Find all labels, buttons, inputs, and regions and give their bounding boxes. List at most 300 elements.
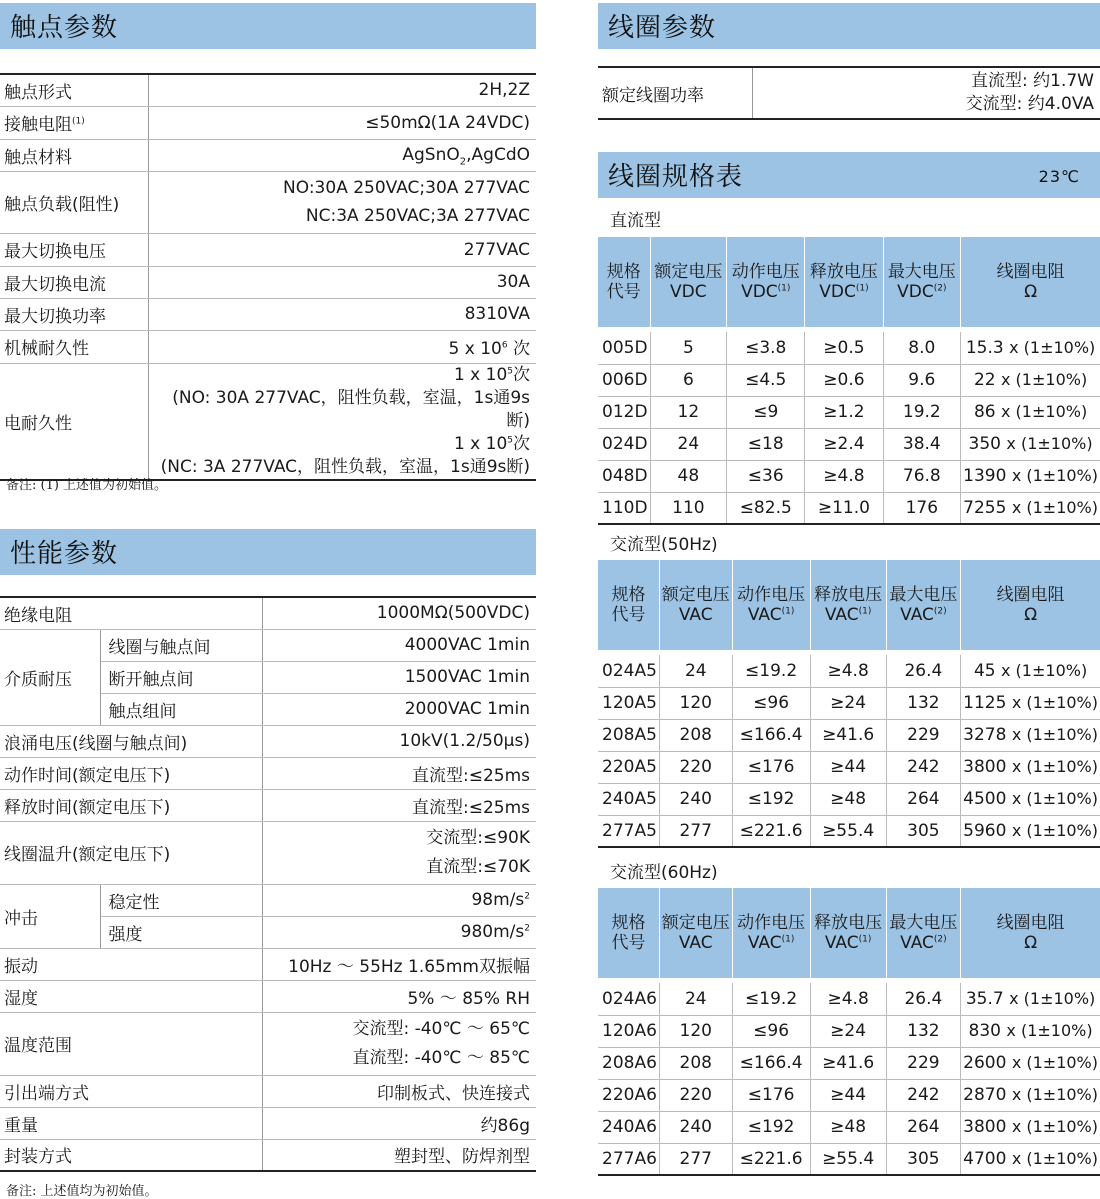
row-value: 1500VAC 1min: [262, 661, 536, 693]
resistance-value: 7255: [963, 497, 1007, 518]
resistance-tolerance: x (1±10%): [1006, 1021, 1093, 1040]
row-value: 8310VA: [148, 298, 536, 330]
header-unit: VDC: [741, 282, 778, 302]
resistance-value: 1390: [963, 466, 1007, 486]
header-operate: 动作电压: [737, 913, 806, 933]
coil-resistance: [961, 396, 1100, 428]
coil-spec-header: [598, 152, 1100, 198]
table-row: [0, 74, 536, 106]
header-operate: 动作电压: [731, 262, 800, 282]
table-row: [598, 1143, 1100, 1175]
header-resistance: 线圈电阻: [996, 262, 1065, 282]
resistance-value: 3800: [963, 757, 1007, 777]
resistance-tolerance: x (1±10%): [1011, 789, 1098, 808]
resistance-tolerance: x (1±10%): [1011, 466, 1098, 485]
operate-voltage: ≤221.6: [732, 1143, 810, 1175]
row-value: 10Hz ～ 55Hz 1.65mm双振幅: [262, 948, 536, 980]
header-code: 代号: [611, 605, 646, 625]
row-value: 直流型: -40℃ ～ 85℃: [352, 1047, 530, 1068]
coil-resistance: [961, 1143, 1100, 1175]
coil-code: 120A5: [598, 687, 659, 719]
resistance-value: 5960: [963, 820, 1007, 841]
operate-voltage: ≤192: [732, 783, 810, 815]
coil-code: 240A6: [598, 1111, 659, 1143]
row-sublabel: 稳定性: [100, 884, 262, 916]
row-value: 1 x 10: [453, 433, 508, 454]
operate-voltage: ≤176: [732, 751, 810, 783]
row-label: 额定线圈功率: [598, 67, 752, 119]
table-row: [598, 719, 1100, 751]
coil-resistance: [961, 492, 1100, 524]
resistance-value: 1125: [963, 693, 1007, 713]
table-row: [598, 460, 1100, 492]
row-value: 直流型: 约1.7W: [971, 71, 1094, 91]
superscript: 2: [524, 923, 530, 934]
header-max: 最大电压: [889, 913, 958, 933]
row-label: 封装方式: [0, 1139, 262, 1171]
table-row: [0, 725, 536, 757]
rated-voltage: 208: [659, 719, 732, 751]
release-voltage: ≥55.4: [810, 815, 886, 847]
max-voltage: 8.0: [883, 332, 961, 364]
contact-note: 备注: (1) 上述值为初始值。: [6, 478, 168, 493]
footnote-mark: (1): [858, 606, 872, 617]
footnote-mark: (1): [781, 606, 795, 617]
max-voltage: 132: [886, 1015, 960, 1047]
table-row: [598, 1015, 1100, 1047]
row-label: 电耐久性: [0, 363, 148, 480]
header-max: 最大电压: [887, 262, 956, 282]
operate-voltage: ≤36: [727, 460, 805, 492]
rated-voltage: 5: [650, 332, 727, 364]
resistance-tolerance: x (1±10%): [1009, 337, 1096, 357]
header-unit: Ω: [1024, 933, 1038, 953]
table-row: [0, 597, 536, 629]
ac50-subtitle: 交流型(50Hz): [610, 535, 718, 555]
max-voltage: 242: [886, 751, 960, 783]
release-voltage: ≥1.2: [805, 396, 883, 428]
footnote-mark: (2): [933, 283, 947, 294]
superscript: 5: [507, 365, 513, 376]
max-voltage: 229: [886, 1047, 960, 1079]
row-label: 最大切换电压: [0, 233, 148, 266]
resistance-tolerance: x (1±10%): [1009, 988, 1096, 1008]
dc-subtitle: 直流型: [610, 211, 661, 231]
table-row: [0, 789, 536, 821]
release-voltage: ≥4.8: [810, 655, 886, 687]
table-row: [598, 492, 1100, 524]
superscript: 6: [501, 340, 508, 351]
table-row: [598, 332, 1100, 364]
header-resistance: 线圈电阻: [996, 585, 1065, 605]
coil-code: 110D: [598, 492, 650, 524]
header-release: 释放电压: [809, 262, 878, 282]
footnote-mark: (1): [855, 283, 869, 294]
row-value: 约86g: [262, 1107, 536, 1139]
table-row: [0, 1139, 536, 1171]
coil-resistance: [961, 815, 1100, 847]
row-value: NO:30A 250VAC;30A 277VAC: [283, 178, 530, 198]
rated-voltage: 208: [659, 1047, 732, 1079]
release-voltage: ≥2.4: [805, 428, 883, 460]
coil-resistance: [961, 1015, 1100, 1047]
table-row: [0, 171, 536, 233]
superscript: 5: [507, 434, 513, 445]
release-voltage: ≥55.4: [810, 1143, 886, 1175]
table-row: [0, 298, 536, 330]
coil-resistance: [961, 719, 1100, 751]
row-value: ≤50mΩ(1A 24VDC): [148, 106, 536, 139]
table-row: [0, 757, 536, 789]
ac60-coil-table: [598, 888, 1100, 1176]
row-label: 温度范围: [0, 1012, 262, 1075]
release-voltage: ≥41.6: [810, 719, 886, 751]
max-voltage: 19.2: [883, 396, 961, 428]
operate-voltage: ≤96: [732, 687, 810, 719]
coil-code: 048D: [598, 460, 650, 492]
row-label: 重量: [0, 1107, 262, 1139]
header-unit: VAC: [678, 933, 713, 953]
operate-voltage: ≤192: [732, 1111, 810, 1143]
operate-voltage: ≤19.2: [732, 655, 810, 687]
table-row: [598, 1047, 1100, 1079]
row-label: 湿度: [0, 980, 262, 1012]
row-label: 机械耐久性: [0, 330, 148, 363]
coil-code: 220A5: [598, 751, 659, 783]
table-row: [598, 1079, 1100, 1111]
performance-params-table: [0, 596, 536, 1172]
header-unit: VDC: [670, 282, 707, 302]
release-voltage: ≥48: [810, 783, 886, 815]
row-label: 释放时间(额定电压下): [0, 789, 262, 821]
header-code: 规格: [611, 913, 646, 933]
rated-voltage: 120: [659, 687, 732, 719]
table-row: [0, 948, 536, 980]
table-row: [598, 687, 1100, 719]
row-value: 277VAC: [148, 233, 536, 266]
max-voltage: 229: [886, 719, 960, 751]
row-label: 最大切换电流: [0, 266, 148, 298]
subscript: 2: [459, 156, 467, 168]
row-value: 次: [513, 364, 530, 385]
row-value: 交流型: 约4.0VA: [965, 94, 1094, 114]
test-temperature: 23℃: [1038, 167, 1080, 186]
max-voltage: 242: [886, 1079, 960, 1111]
coil-resistance: [961, 655, 1100, 687]
footnote-mark: (1): [781, 934, 795, 945]
row-label: 线圈温升(额定电压下): [0, 821, 262, 884]
resistance-tolerance: x (1±10%): [1011, 725, 1098, 744]
coil-code: 006D: [598, 364, 650, 396]
coil-code: 277A6: [598, 1143, 659, 1175]
operate-voltage: ≤4.5: [727, 364, 805, 396]
release-voltage: ≥48: [810, 1111, 886, 1143]
coil-code: 208A6: [598, 1047, 659, 1079]
coil-resistance: [961, 428, 1100, 460]
rated-voltage: 12: [650, 396, 727, 428]
table-row: [0, 266, 536, 298]
release-voltage: ≥24: [810, 687, 886, 719]
resistance-value: 22: [973, 370, 996, 390]
release-voltage: ≥0.5: [805, 332, 883, 364]
row-label: 浪涌电压(线圈与触点间): [0, 725, 262, 757]
rated-voltage: 6: [650, 364, 727, 396]
header-unit: VDC: [897, 282, 934, 302]
rated-voltage: 240: [659, 1111, 732, 1143]
table-row: [598, 67, 1100, 119]
operate-voltage: ≤166.4: [732, 1047, 810, 1079]
header-code: 代号: [606, 282, 641, 302]
table-row: [0, 139, 536, 171]
row-value: 2H,2Z: [148, 74, 536, 106]
header-unit: VAC: [824, 605, 859, 625]
row-value: 98m/s: [471, 890, 525, 910]
max-voltage: 9.6: [883, 364, 961, 396]
row-value: (NC: 3A 277VAC，阻性负载，室温，1s通9s断): [160, 456, 530, 477]
max-voltage: 264: [886, 783, 960, 815]
max-voltage: 264: [886, 1111, 960, 1143]
row-sublabel: 线圈与触点间: [100, 629, 262, 661]
operate-voltage: ≤3.8: [727, 332, 805, 364]
release-voltage: ≥4.8: [810, 983, 886, 1015]
table-header-row: [598, 888, 1100, 978]
resistance-value: 86: [973, 402, 996, 422]
coil-resistance: [961, 1111, 1100, 1143]
row-value: 980m/s: [460, 922, 525, 942]
rated-voltage: 24: [650, 428, 727, 460]
resistance-value: 15.3: [965, 337, 1004, 358]
coil-code: 024A5: [598, 655, 659, 687]
operate-voltage: ≤19.2: [732, 983, 810, 1015]
operate-voltage: ≤221.6: [732, 815, 810, 847]
operate-voltage: ≤9: [727, 396, 805, 428]
row-label: 最大切换功率: [0, 298, 148, 330]
row-label: 冲击: [0, 884, 100, 948]
row-label: 接触电阻: [4, 115, 72, 135]
header-unit: VAC: [678, 605, 713, 625]
rated-voltage: 277: [659, 1143, 732, 1175]
ac60-subtitle: 交流型(60Hz): [610, 863, 718, 883]
header-rated: 额定电压: [661, 585, 730, 605]
table-row: [598, 783, 1100, 815]
resistance-tolerance: x (1±10%): [1011, 1053, 1098, 1072]
header-unit: VAC: [747, 933, 782, 953]
rated-voltage: 110: [650, 492, 727, 524]
table-row: [0, 106, 536, 139]
row-value: 交流型:≤90K: [426, 827, 530, 848]
resistance-value: 3278: [963, 725, 1007, 745]
row-label: 动作时间(额定电压下): [0, 757, 262, 789]
dc-coil-table: [598, 237, 1100, 525]
table-row: [598, 983, 1100, 1015]
resistance-value: 2870: [963, 1085, 1007, 1105]
coil-resistance: [961, 983, 1100, 1015]
table-row: [598, 1111, 1100, 1143]
row-value: AgSnO: [402, 145, 460, 165]
contact-params-title: 触点参数: [10, 13, 119, 43]
row-value: NC:3A 250VAC;3A 277VAC: [305, 206, 530, 226]
table-header-row: [598, 560, 1100, 650]
max-voltage: 132: [886, 687, 960, 719]
header-max: 最大电压: [889, 585, 958, 605]
row-label: 振动: [0, 948, 262, 980]
table-row: [0, 1107, 536, 1139]
performance-note: 备注: 上述值均为初始值。: [6, 1184, 158, 1199]
header-release: 释放电压: [814, 913, 883, 933]
coil-code: 220A6: [598, 1079, 659, 1111]
row-value: 直流型:≤25ms: [262, 757, 536, 789]
header-unit: Ω: [1024, 605, 1038, 625]
header-code: 规格: [611, 585, 646, 605]
table-row: [0, 1075, 536, 1107]
rated-voltage: 220: [659, 1079, 732, 1111]
table-row: [598, 364, 1100, 396]
resistance-value: 3800: [963, 1117, 1007, 1137]
resistance-tolerance: x (1±10%): [1011, 820, 1098, 840]
row-value: 次: [513, 433, 530, 454]
row-value: (NO: 30A 277VAC，阻性负载，室温，1s通9s断): [172, 387, 530, 431]
footnote-mark: (1): [777, 283, 791, 294]
row-label: 触点材料: [0, 139, 148, 171]
operate-voltage: ≤96: [732, 1015, 810, 1047]
coil-resistance: [961, 332, 1100, 364]
footnote-mark: (1): [858, 934, 872, 945]
footnote-mark: (1): [72, 116, 85, 127]
header-unit: VAC: [900, 605, 934, 625]
coil-resistance: [961, 460, 1100, 492]
header-unit: VAC: [824, 933, 859, 953]
row-sublabel: 断开触点间: [100, 661, 262, 693]
resistance-value: 350: [968, 434, 1001, 454]
release-voltage: ≥24: [810, 1015, 886, 1047]
row-value: 1000MΩ(500VDC): [262, 597, 536, 629]
resistance-value: 2600: [963, 1053, 1007, 1073]
rated-voltage: 220: [659, 751, 732, 783]
row-label: 绝缘电阻: [0, 597, 262, 629]
row-value: 10kV(1.2/50μs): [262, 725, 536, 757]
header-release: 释放电压: [814, 585, 883, 605]
resistance-tolerance: x (1±10%): [1011, 1148, 1098, 1168]
coil-resistance: [961, 1079, 1100, 1111]
header-rated: 额定电压: [654, 262, 723, 282]
row-value: 塑封型、防焊剂型: [394, 1147, 530, 1168]
row-value: 30A: [148, 266, 536, 298]
max-voltage: 305: [886, 1143, 960, 1175]
release-voltage: ≥44: [810, 1079, 886, 1111]
operate-voltage: ≤166.4: [732, 719, 810, 751]
row-value: 直流型:≤70K: [426, 856, 530, 877]
rated-voltage: 24: [659, 655, 732, 687]
operate-voltage: ≤176: [732, 1079, 810, 1111]
coil-params-table: [598, 66, 1100, 120]
table-row: [0, 821, 536, 884]
superscript: 2: [524, 891, 530, 902]
resistance-tolerance: x (1±10%): [1011, 497, 1098, 517]
max-voltage: 305: [886, 815, 960, 847]
row-label: 介质耐压: [0, 629, 100, 725]
resistance-value: 4500: [963, 789, 1007, 809]
performance-params-header: [0, 529, 536, 575]
max-voltage: 26.4: [886, 655, 960, 687]
table-row: [0, 233, 536, 266]
table-row: [598, 815, 1100, 847]
coil-resistance: [961, 1047, 1100, 1079]
coil-params-header: [598, 3, 1100, 49]
resistance-tolerance: x (1±10%): [1001, 660, 1088, 680]
release-voltage: ≥41.6: [810, 1047, 886, 1079]
release-voltage: ≥44: [810, 751, 886, 783]
row-sublabel: 触点组间: [100, 693, 262, 725]
rated-voltage: 24: [659, 983, 732, 1015]
resistance-tolerance: x (1±10%): [1011, 1085, 1098, 1104]
header-resistance: 线圈电阻: [996, 913, 1065, 933]
performance-params-title: 性能参数: [10, 539, 119, 569]
contact-params-table: [0, 73, 536, 481]
header-rated: 额定电压: [661, 913, 730, 933]
header-code: 代号: [611, 933, 646, 953]
resistance-tolerance: x (1±10%): [1011, 1117, 1098, 1136]
operate-voltage: ≤18: [727, 428, 805, 460]
max-voltage: 26.4: [886, 983, 960, 1015]
resistance-value: 35.7: [965, 988, 1004, 1009]
rated-voltage: 240: [659, 783, 732, 815]
header-unit: VAC: [900, 933, 934, 953]
coil-code: 024A6: [598, 983, 659, 1015]
row-label: 触点负载(阻性): [0, 171, 148, 233]
header-code: 规格: [606, 262, 641, 282]
coil-code: 277A5: [598, 815, 659, 847]
row-sublabel: 强度: [100, 916, 262, 948]
table-row: [598, 396, 1100, 428]
coil-code: 240A5: [598, 783, 659, 815]
row-value: 交流型: -40℃ ～ 65℃: [352, 1018, 530, 1039]
table-header-row: [598, 237, 1100, 327]
operate-voltage: ≤82.5: [727, 492, 805, 524]
release-voltage: ≥4.8: [805, 460, 883, 492]
table-row: [0, 980, 536, 1012]
resistance-tolerance: x (1±10%): [1011, 693, 1098, 712]
row-value: 1 x 10: [453, 364, 508, 385]
contact-params-header: [0, 3, 536, 49]
row-value: 5 x 10: [448, 339, 502, 359]
rated-voltage: 277: [659, 815, 732, 847]
coil-resistance: [961, 364, 1100, 396]
resistance-tolerance: x (1±10%): [1001, 370, 1088, 389]
resistance-tolerance: x (1±10%): [1001, 402, 1088, 421]
row-label: 引出端方式: [0, 1075, 262, 1107]
table-row: [598, 428, 1100, 460]
footnote-mark: (2): [933, 934, 947, 945]
row-value: ,AgCdO: [466, 145, 530, 165]
resistance-value: 45: [973, 660, 996, 681]
table-row: [0, 330, 536, 363]
row-value: 次: [507, 339, 530, 359]
row-value: 直流型:≤25ms: [262, 789, 536, 821]
row-value: 4000VAC 1min: [262, 629, 536, 661]
table-row: [598, 655, 1100, 687]
max-voltage: 176: [883, 492, 961, 524]
table-row: [598, 751, 1100, 783]
header-unit: VDC: [819, 282, 856, 302]
coil-code: 005D: [598, 332, 650, 364]
coil-code: 208A5: [598, 719, 659, 751]
footnote-mark: (2): [933, 606, 947, 617]
row-value: 2000VAC 1min: [262, 693, 536, 725]
rated-voltage: 120: [659, 1015, 732, 1047]
coil-params-title: 线圈参数: [608, 13, 717, 43]
release-voltage: ≥11.0: [805, 492, 883, 524]
header-unit: Ω: [1024, 282, 1038, 302]
